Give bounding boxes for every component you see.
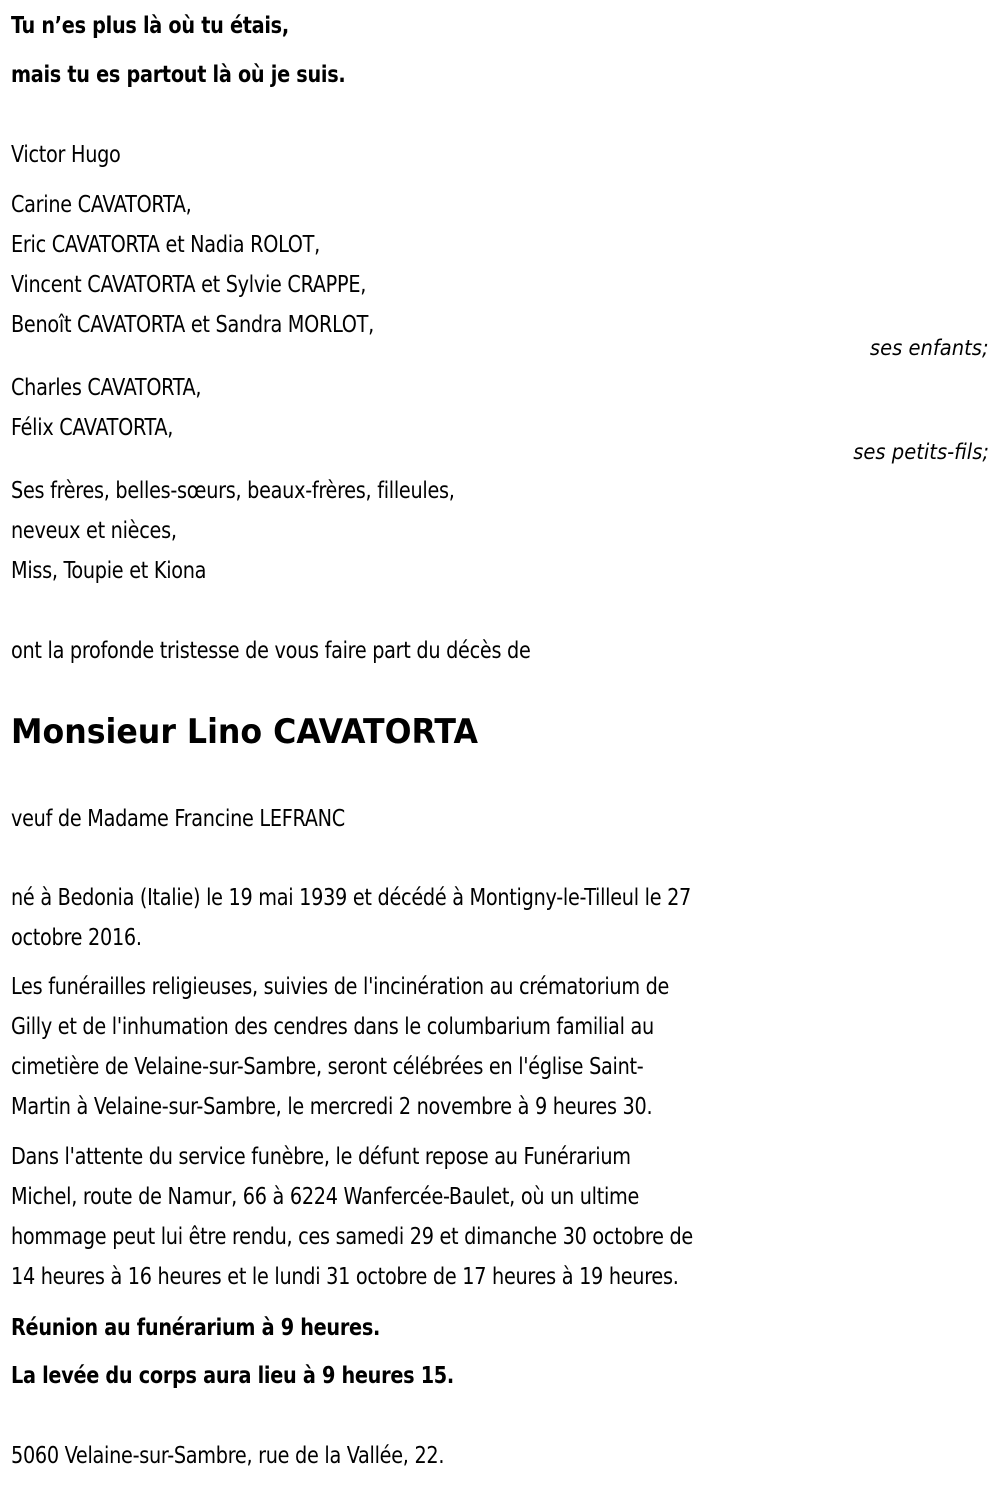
departure-note: La levée du corps aura lieu à 9 heures 15. xyxy=(11,1363,454,1389)
child-4: Benoît CAVATORTA et Sandra MORLOT, xyxy=(11,312,374,338)
child-2: Eric CAVATORTA et Nadia ROLOT, xyxy=(11,232,320,258)
birth-death-line-1: né à Bedonia (Italie) le 19 mai 1939 et décédé à Montigny-le-Tilleul le 27 xyxy=(11,885,692,911)
children-label: ses enfants; xyxy=(870,336,989,360)
child-3: Vincent CAVATORTA et Sylvie CRAPPE, xyxy=(11,272,367,298)
quote-line-1: Tu n’es plus là où tu étais, xyxy=(11,13,289,39)
grandchild-1: Charles CAVATORTA, xyxy=(11,375,202,401)
meeting-note: Réunion au funérarium à 9 heures. xyxy=(11,1315,381,1341)
visitation-line-1: Dans l'attente du service funèbre, le défunt repose au Funérarium xyxy=(11,1144,631,1170)
ceremony-line-4: Martin à Velaine-sur-Sambre, le mercredi 2 novembre à 9 heures 30. xyxy=(11,1094,653,1120)
relatives-line-2: neveux et nièces, xyxy=(11,518,177,544)
widower-of: veuf de Madame Francine LEFRANC xyxy=(11,806,345,832)
announcement-text: ont la profonde tristesse de vous faire part du décès de xyxy=(11,638,531,664)
visitation-line-3: hommage peut lui être rendu, ces samedi 29 et dimanche 30 octobre de xyxy=(11,1224,693,1250)
birth-death-line-2: octobre 2016. xyxy=(11,925,142,951)
grandchildren-label: ses petits-fils; xyxy=(853,440,989,464)
family-address: 5060 Velaine-sur-Sambre, rue de la Vallée, 22. xyxy=(11,1443,445,1469)
ceremony-line-2: Gilly et de l'inhumation des cendres dans le columbarium familial au xyxy=(11,1014,654,1040)
grandchild-2: Félix CAVATORTA, xyxy=(11,415,174,441)
quote-author: Victor Hugo xyxy=(11,142,121,168)
ceremony-line-3: cimetière de Velaine-sur-Sambre, seront célébrées en l'église Saint- xyxy=(11,1054,644,1080)
visitation-line-2: Michel, route de Namur, 66 à 6224 Wanfercée-Baulet, où un ultime xyxy=(11,1184,640,1210)
quote-line-2: mais tu es partout là où je suis. xyxy=(11,62,346,88)
relatives-line-3: Miss, Toupie et Kiona xyxy=(11,558,207,584)
deceased-name: Monsieur Lino CAVATORTA xyxy=(11,712,478,752)
ceremony-line-1: Les funérailles religieuses, suivies de l'incinération au crématorium de xyxy=(11,974,670,1000)
child-1: Carine CAVATORTA, xyxy=(11,192,192,218)
relatives-line-1: Ses frères, belles-sœurs, beaux-frères, filleules, xyxy=(11,478,455,504)
visitation-line-4: 14 heures à 16 heures et le lundi 31 octobre de 17 heures à 19 heures. xyxy=(11,1264,679,1290)
